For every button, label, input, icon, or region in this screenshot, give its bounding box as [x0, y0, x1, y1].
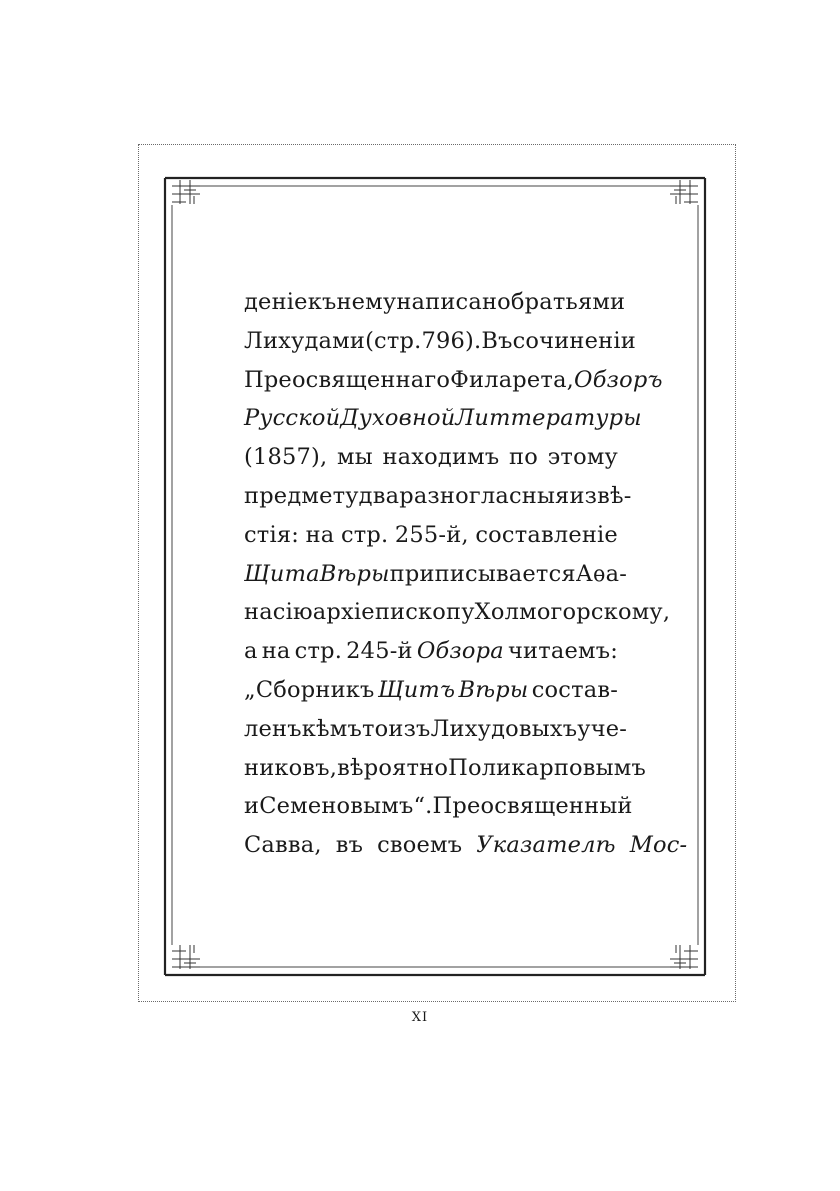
word: а: [244, 638, 258, 665]
word: и: [244, 793, 260, 820]
text-line: [244, 322, 636, 361]
text-line: [244, 283, 626, 322]
word: этому: [547, 444, 618, 471]
word: нему: [336, 289, 397, 315]
text-line: [244, 710, 628, 749]
text-line: [244, 749, 646, 788]
word: Въ: [481, 327, 513, 354]
word: Литтературы: [455, 405, 642, 432]
word: Поликарповымъ: [448, 754, 646, 781]
word: кѣмъ: [301, 715, 362, 742]
word: Обзора: [416, 638, 504, 665]
word: написано: [396, 289, 511, 315]
word: Семеновымъ“.: [259, 793, 433, 820]
word: Духовной: [340, 405, 456, 432]
word: ленъ: [244, 715, 302, 742]
word: „Сборникъ: [244, 676, 375, 703]
page-number: XI: [411, 1010, 429, 1025]
word: деніе: [244, 289, 308, 315]
word: стр.: [294, 638, 343, 665]
word: насію: [244, 599, 313, 626]
word: Савва,: [244, 832, 322, 859]
word: (1857),: [244, 444, 328, 471]
word: находимъ: [382, 444, 500, 471]
word: стія:: [244, 521, 300, 548]
word: своемъ: [377, 832, 463, 859]
word: сочиненіи: [512, 327, 636, 354]
word: читаемъ:: [507, 638, 618, 665]
word: Обзоръ: [574, 366, 663, 393]
word: Щитъ: [377, 676, 456, 703]
word: Вѣры: [458, 676, 529, 703]
word: Лихудами: [244, 327, 366, 354]
word: приписывается: [389, 560, 576, 587]
word: Филарета,: [450, 366, 575, 393]
word: составленіе: [475, 521, 618, 548]
word: вѣроятно: [337, 754, 449, 781]
word: Мос-: [629, 832, 688, 859]
word: состав-: [531, 676, 618, 703]
word: 796).: [421, 327, 482, 354]
word: Русской: [244, 405, 341, 432]
body-text: [244, 283, 688, 865]
corner-ornament-top-left: [172, 180, 200, 204]
word: два: [358, 482, 400, 509]
corner-ornament-bottom-right: [670, 945, 698, 969]
word: Преосвященный: [432, 793, 633, 820]
word: Лихудовыхъ: [430, 715, 578, 742]
word: стр.: [340, 521, 389, 548]
word: архіепископу: [312, 599, 475, 626]
word: то: [361, 715, 389, 742]
text-line: [244, 438, 618, 477]
word: мы: [337, 444, 373, 471]
text-line: [244, 787, 633, 826]
text-line: [244, 826, 688, 865]
word: Аѳа-: [575, 560, 628, 587]
text-line: [244, 593, 671, 632]
word: разногласныя: [399, 482, 570, 509]
word: извѣ-: [569, 482, 632, 509]
word: 255-й,: [394, 521, 469, 548]
word: уче-: [577, 715, 628, 742]
word: къ: [307, 289, 337, 315]
corner-ornament-top-right: [670, 180, 698, 204]
word: Холмогорскому,: [474, 599, 671, 626]
word: въ: [335, 832, 364, 859]
word: (стр.: [365, 327, 422, 354]
word: братьями: [510, 289, 626, 315]
word: Щита: [244, 560, 320, 587]
text-line: [244, 632, 618, 671]
text-line: [244, 399, 642, 438]
text-line: [244, 555, 628, 594]
word: изъ: [388, 715, 431, 742]
text-line: [244, 361, 663, 400]
word: Вѣры: [319, 560, 390, 587]
word: никовъ,: [244, 754, 338, 781]
word: на: [261, 638, 291, 665]
word: по: [509, 444, 538, 471]
text-line: [244, 516, 618, 555]
text-line: [244, 671, 618, 710]
text-line: [244, 477, 632, 516]
word: 245-й: [346, 638, 413, 665]
word: предмету: [244, 482, 359, 509]
word: Указателѣ: [476, 832, 616, 859]
word: Преосвященнаго: [244, 366, 451, 393]
corner-ornament-bottom-left: [172, 945, 200, 969]
word: на: [305, 521, 335, 548]
